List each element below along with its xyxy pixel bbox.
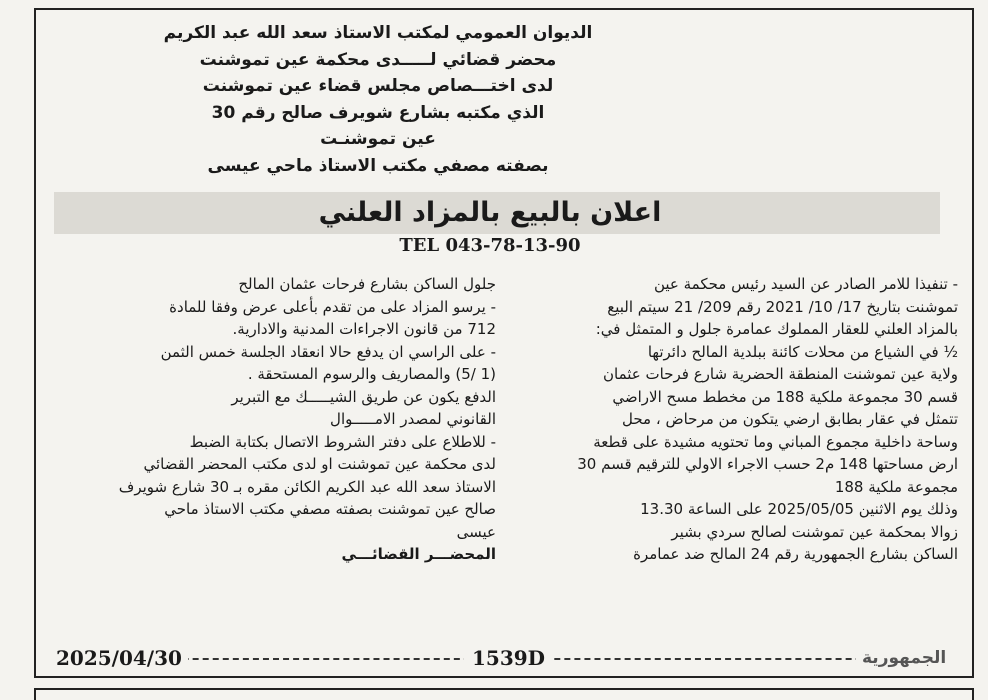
newspaper-masthead: الجمهورية: [856, 644, 952, 672]
text-line: صالح عين تموشنت بصفته مصفي مكتب الاستاذ ماحي: [164, 500, 496, 518]
text-line: 712 من قانون الاجراءات المدنية والادارية.: [232, 320, 496, 338]
text-line: - للاطلاع على دفتر الشروط الاتصال بكتابة الضبط: [189, 432, 496, 451]
publication-date: 2025/04/30: [50, 645, 188, 671]
header-line: الذي مكتبه بشارع شويرف صالح رقم 30: [211, 102, 545, 123]
text-line: - يرسو المزاد على من تقدم بأعلى عرض وفقا للمادة: [169, 297, 496, 316]
issue-code: 1539D: [464, 645, 553, 671]
text-line: الساكن بشارع الجمهورية رقم 24 المالح ضد عمامرة: [633, 545, 958, 563]
header-line: محضر قضائي لـــــدى محكمة عين تموشنت: [199, 49, 557, 70]
text-line: بالمزاد العلني للعقار المملوك عمامرة جلول و المتمثل في:: [595, 320, 958, 338]
text-line: وذلك يوم الاثنين 2025/05/05 على الساعة 13.30: [640, 500, 958, 518]
text-line: وساحة داخلية مجموع المباني وما تحتويه مشيدة على قطعة: [593, 432, 958, 451]
header-line: لدى اختـــصاص مجلس قضاء عين تموشنت: [202, 76, 554, 96]
text-line: - على الراسي ان يدفع حالا انعقاد الجلسة خمس الثمن: [160, 342, 496, 361]
text-line: ولاية عين تموشنت المنطقة الحضرية شارع فرحات عثمان: [603, 365, 958, 383]
header-line: الديوان العمومي لمكتب الاستاذ سعد الله عبد الكريم: [163, 23, 593, 43]
text-line: القانوني لمصدر الامـــــوال: [330, 410, 496, 428]
text-line: جلول الساكن بشارع فرحات عثمان المالح: [238, 275, 496, 293]
text-line: تتمثل في عقار بطابق ارضي يتكون من مرحاض ، محل: [622, 410, 958, 428]
text-line: مجموعة ملكية 188: [834, 477, 958, 496]
telephone-number: TEL 043-78-13-90: [399, 235, 581, 256]
text-line: عيسى: [456, 522, 496, 541]
signature: المحضـــر القضائـــي: [341, 545, 496, 563]
text-line: (1 /5) والمصاريف والرسوم المستحقة .: [247, 365, 496, 383]
text-line: زوالا بمحكمة عين تموشنت لصالح سردي بشير: [671, 522, 958, 541]
right-text-column: [512, 273, 958, 566]
text-line: الاستاذ سعد الله عبد الكريم الكائن مقره بـ 30 شارع شويرف: [118, 477, 496, 496]
text-line: تموشنت بتاريخ 17/ 10/ 2021 رقم 209/ 21 سيتم البيع: [607, 297, 958, 316]
header-line: عين تموشنـت: [320, 129, 436, 149]
text-line: ½ في الشياع من محلات كائنة ببلدية المالح دائرتها: [647, 342, 958, 361]
text-line: - تنفيذا للامر الصادر عن السيد رئيس محكمة عين: [653, 275, 958, 293]
bailiff-header: [40, 20, 716, 179]
text-line: قسم 30 مجموعة ملكية 188 من مخطط مسح الاراضي: [612, 387, 958, 406]
next-notice-border: [34, 688, 974, 700]
text-line: الدفع يكون عن طريق الشيـــــك مع التبرير: [231, 387, 496, 406]
left-text-column: [44, 273, 496, 566]
header-line: بصفته مصفي مكتب الاستاذ ماحي عيسى: [207, 155, 549, 176]
notice-title: اعلان بالبيع بالمزاد العلني: [318, 197, 662, 228]
text-line: لدى محكمة عين تموشنت او لدى مكتب المحضر القضائي: [143, 455, 496, 473]
text-line: ارض مساحتها 148 م2 حسب الاجراء الاولي للترقيم قسم 30: [577, 455, 958, 473]
